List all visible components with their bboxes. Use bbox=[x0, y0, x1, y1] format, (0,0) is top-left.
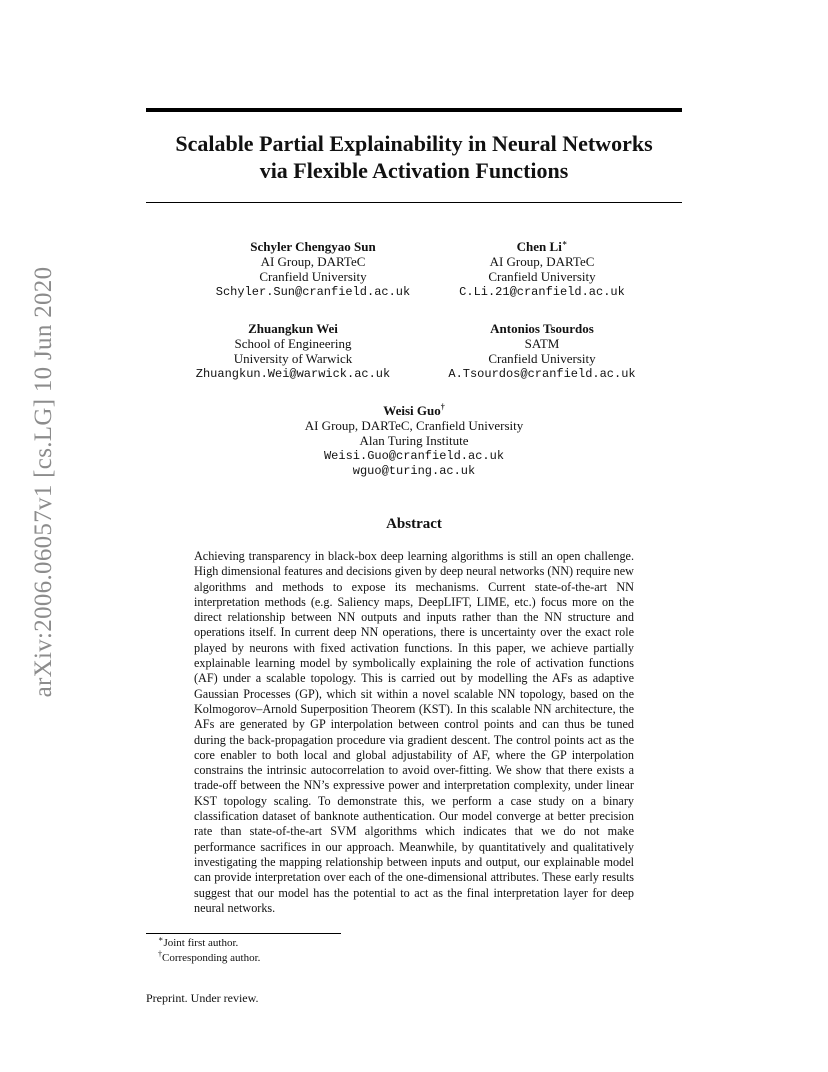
author-institution: University of Warwick bbox=[233, 351, 353, 367]
author-affiliation: AI Group, DARTeC, Cranfield University bbox=[304, 418, 524, 434]
footnote-rule bbox=[146, 933, 341, 934]
author-email-secondary[interactable]: wguo@turing.ac.uk bbox=[352, 463, 476, 478]
abstract-body: Achieving transparency in black-box deep learning algorithms is still an open challenge. High dimensional features and decisions given by deep neural networks (NN) require new algorithms and methods to expose its mechanisms. Current state-of-the-art NN interpretation methods (e.g. Saliency maps, DeepLIFT, LIME, etc.) focus more on the direct relationship between NN outputs and inputs rather than the NN structure and operations itself. In current deep NN operations, there is uncertainty over the exact role played by neurons with fixed activation functions. In this paper, we achieve partially explainable learning model by symbolically explaining the role of activation functions (AF) under a scalable topology. This is carried out by modelling the AFs as adaptive Gaussian Processes (GP), which sit within a novel scalable NN topology, based on the Kolmogorov–Arnold Superposition Theorem (KST). In this scalable NN architecture, the AFs are generated by GP interpolation between control points and can thus be tuned during the back-propagation procedure via gradient descent. The control points act as the core enabler to both local and global adjustability of AF, where the GP interpolation constrains the intrinsic autocorrelation to avoid over-fitting. We show that there exists a trade-off between the NN’s expressive power and interpretation complexity, under linear KST topology scaling. To demonstrate this, we perform a case study on a binary classification dataset of banknote authentication. Our model converge at better precision rate than state-of-the-art SVM algorithms which indicates that we do not make performance sacrifices in our approach. Meanwhile, by quantitatively and qualitatively investigating the mapping relationship between inputs and output, our explainable model can provide interpretation over each of the one-dimensional attributes. These early results suggest that our model has the potential to act as the final interpretation layer for deep neural networks. bbox=[194, 549, 634, 915]
author-institution: Cranfield University bbox=[488, 269, 596, 285]
author-block bbox=[264, 403, 564, 479]
author-email[interactable]: C.Li.21@cranfield.ac.uk bbox=[459, 284, 625, 299]
author-name: Weisi Guo† bbox=[383, 402, 445, 418]
preprint-note: Preprint. Under review. bbox=[146, 991, 259, 1005]
title-top-rule bbox=[146, 108, 682, 112]
title-line-2: via Flexible Activation Functions bbox=[259, 158, 569, 183]
author-affiliation: School of Engineering bbox=[234, 336, 352, 352]
author-institution: Cranfield University bbox=[259, 269, 367, 285]
footnote-joint-first-author: ∗Joint first author. bbox=[158, 934, 239, 949]
arxiv-identifier: arXiv:2006.06057v1 [cs.LG] 10 Jun 2020 bbox=[30, 266, 57, 698]
author-affiliation: SATM bbox=[524, 336, 560, 352]
author-email[interactable]: A.Tsourdos@cranfield.ac.uk bbox=[448, 366, 636, 381]
author-name: Chen Li∗ bbox=[516, 238, 568, 254]
paper-title bbox=[146, 130, 682, 184]
author-affiliation: AI Group, DARTeC bbox=[260, 254, 366, 270]
author-block bbox=[188, 321, 398, 382]
author-block bbox=[432, 239, 652, 300]
author-email[interactable]: Weisi.Guo@cranfield.ac.uk bbox=[323, 448, 505, 463]
author-institution: Cranfield University bbox=[488, 351, 596, 367]
abstract-heading: Abstract bbox=[386, 516, 442, 532]
author-institution: Alan Turing Institute bbox=[359, 433, 469, 449]
author-name: Schyler Chengyao Sun bbox=[250, 239, 376, 254]
title-bottom-rule bbox=[146, 202, 682, 203]
author-affiliation: AI Group, DARTeC bbox=[489, 254, 595, 270]
author-block bbox=[198, 239, 428, 300]
author-email[interactable]: Schyler.Sun@cranfield.ac.uk bbox=[215, 284, 411, 299]
footnote-corresponding-author: †Corresponding author. bbox=[158, 949, 261, 964]
author-name: Zhuangkun Wei bbox=[248, 321, 338, 336]
author-name: Antonios Tsourdos bbox=[490, 321, 594, 336]
title-line-1: Scalable Partial Explainability in Neural Networks bbox=[175, 131, 653, 156]
author-block bbox=[432, 321, 652, 382]
author-email[interactable]: Zhuangkun.Wei@warwick.ac.uk bbox=[195, 366, 391, 381]
